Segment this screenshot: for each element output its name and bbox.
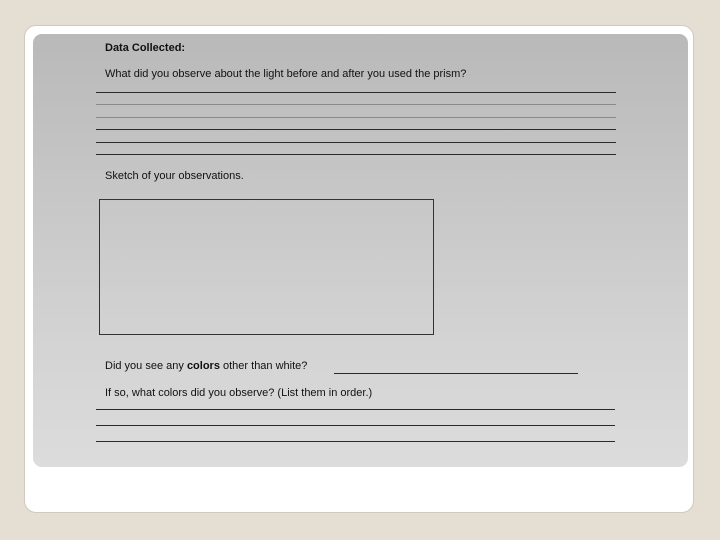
colors-list-prompt: If so, what colors did you observe? (List them in order.) bbox=[105, 387, 373, 399]
answer-line[interactable] bbox=[96, 154, 616, 155]
colors-question-suffix: other than white? bbox=[219, 360, 308, 372]
answer-line[interactable] bbox=[96, 129, 616, 130]
sketch-prompt: Sketch of your observations. bbox=[105, 170, 244, 182]
colors-question-prefix: Did you see any bbox=[105, 360, 187, 372]
data-collected-heading: Data Collected: bbox=[105, 42, 186, 54]
colors-keyword: colors bbox=[186, 360, 220, 372]
answer-line[interactable] bbox=[96, 425, 615, 426]
slide-frame bbox=[24, 25, 694, 513]
answer-line[interactable] bbox=[96, 142, 616, 143]
answer-line[interactable] bbox=[96, 104, 616, 105]
worksheet-panel bbox=[33, 34, 688, 467]
answer-line[interactable] bbox=[96, 441, 615, 442]
colors-answer-line[interactable] bbox=[334, 373, 578, 374]
answer-line[interactable] bbox=[96, 117, 616, 118]
sketch-area[interactable] bbox=[99, 199, 434, 335]
answer-line[interactable] bbox=[96, 409, 615, 410]
light-observation-question: What did you observe about the light before and after you used the prism? bbox=[105, 68, 467, 80]
colors-question bbox=[105, 360, 307, 373]
answer-line[interactable] bbox=[96, 92, 616, 93]
